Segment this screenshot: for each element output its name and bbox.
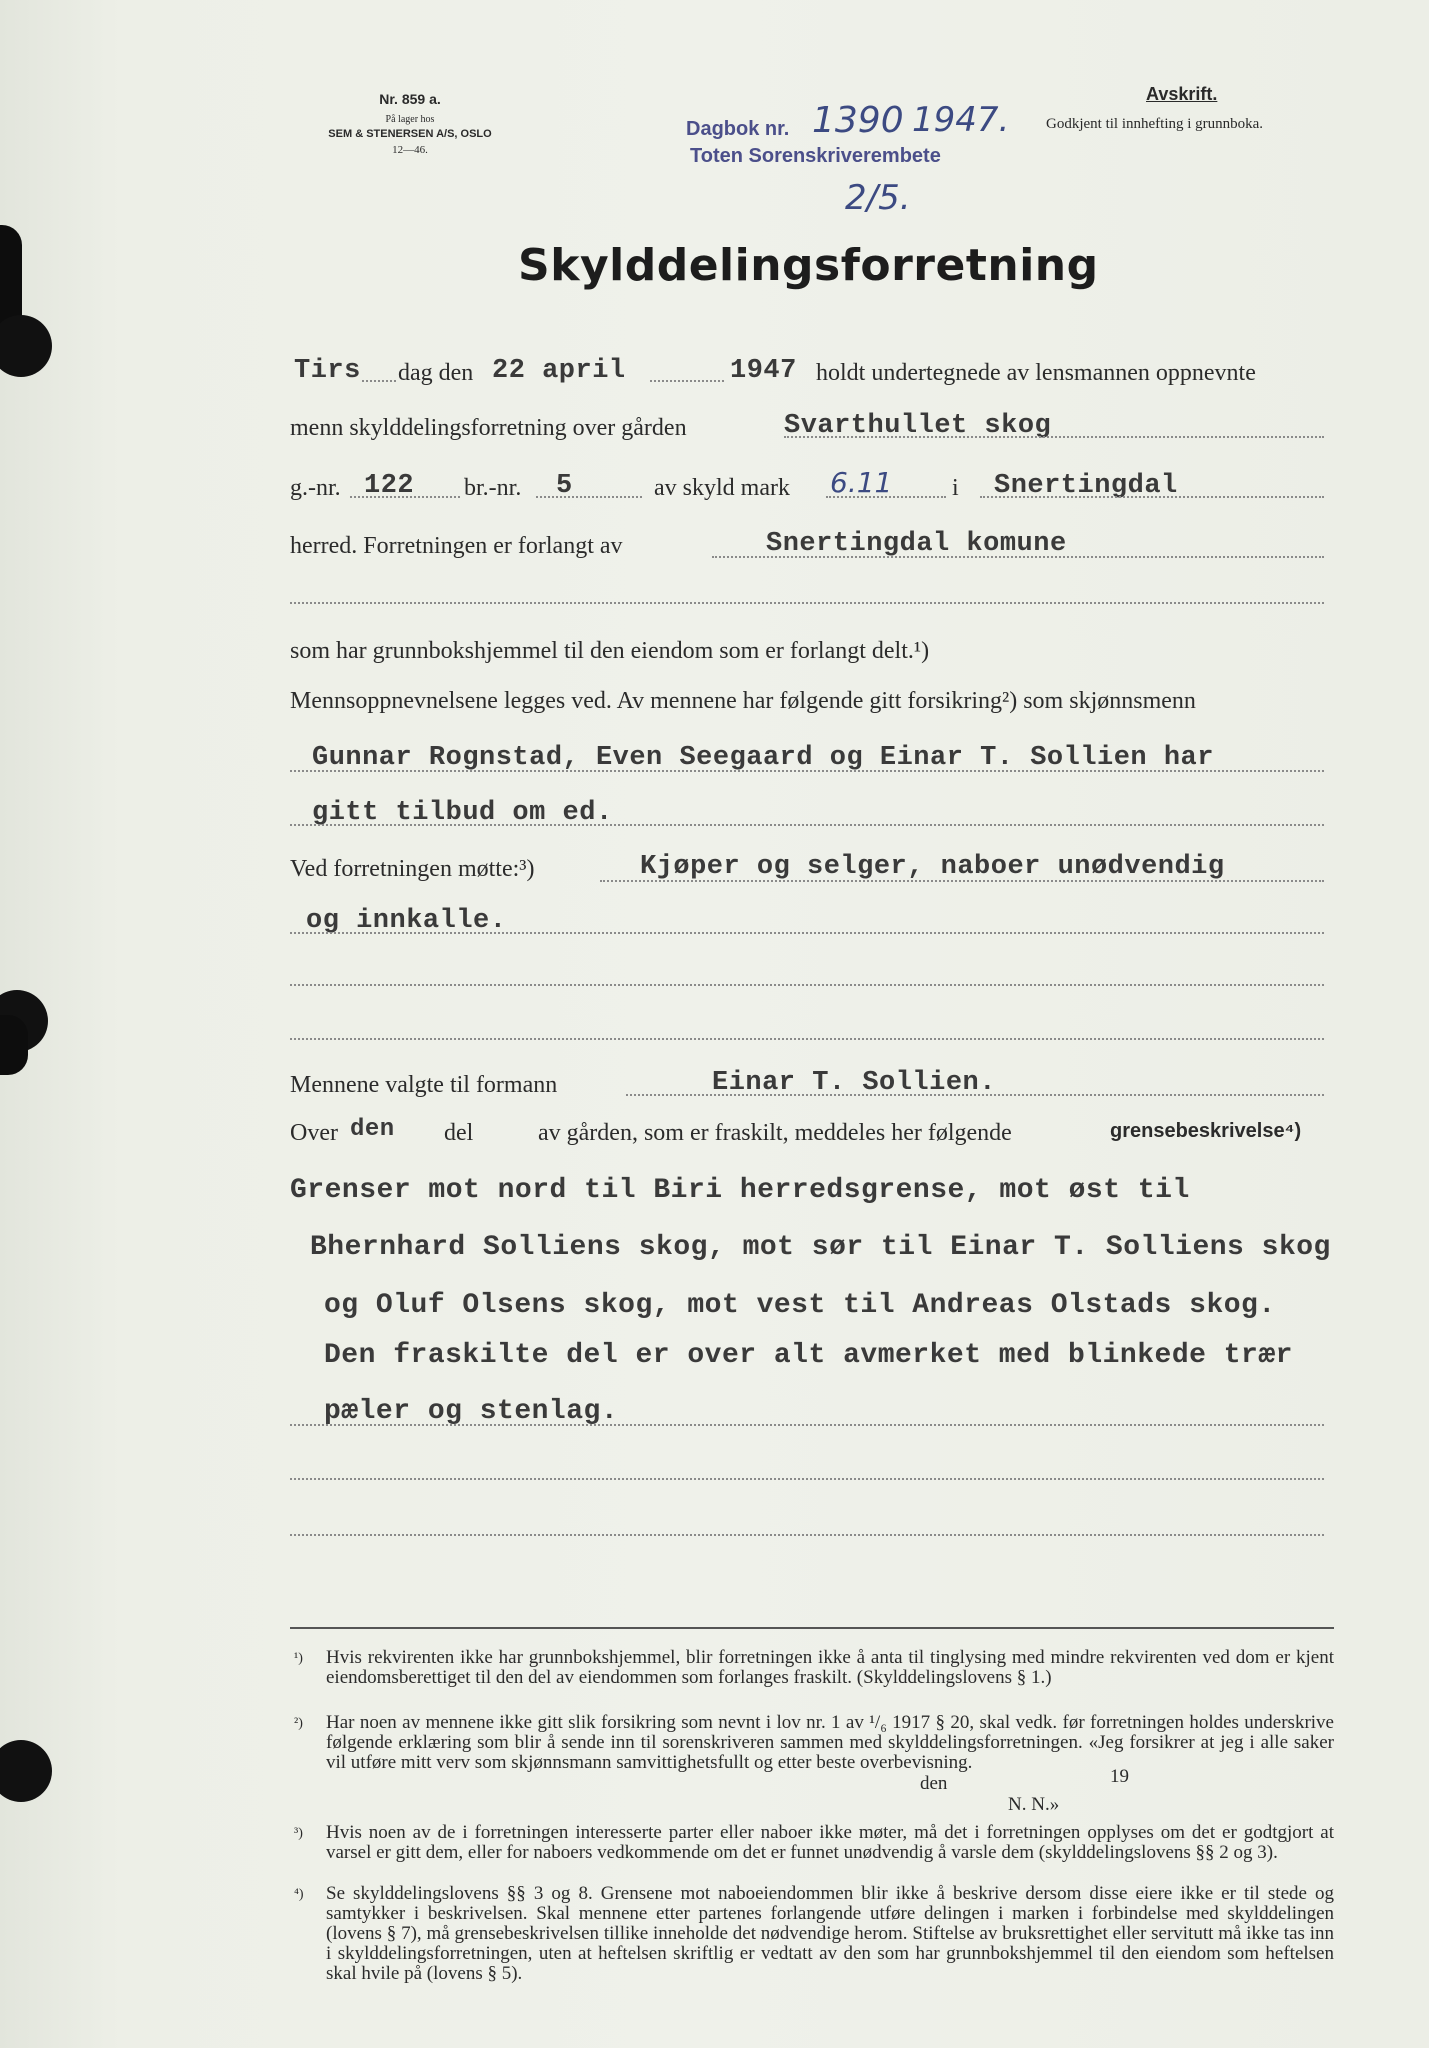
date-value: 22 april	[492, 356, 626, 386]
men-line-2: gitt tilbud om ed.	[312, 798, 613, 828]
label-formann: Mennene valgte til formann	[290, 1072, 558, 1098]
label-ved-forretningen: Ved forretningen møtte:³)	[290, 856, 535, 882]
dotted-line	[290, 602, 1324, 604]
label-skyld: av skyld mark	[654, 475, 790, 501]
form-number: Nr. 859 a.	[379, 91, 441, 107]
publisher-name: SEM & STENERSEN A/S, OSLO	[328, 128, 492, 140]
label-i: i	[952, 475, 959, 501]
label-gnr: g.-nr.	[290, 475, 341, 501]
text-mennsoppnevnelse: Mennsoppnevnelsene legges ved. Av mennene har følgende gitt forsikring²) som skjønnsmenn	[290, 688, 1196, 714]
footnote-2-number: ²)	[294, 1716, 303, 1731]
dotted-line	[290, 932, 1324, 934]
footnote-1: Hvis rekvirenten ikke har grunnbokshjemmel, blir forretningen ikke å anta til tinglysing med mindre rekvirenten ved dom er kjent eiendomsberettiget til den del av eiendommen som forlanges fraskilt. (Skylddelingslovens § 1.)	[326, 1647, 1334, 1688]
dagbok-year: 1947.	[912, 100, 1010, 140]
dotted-line	[784, 436, 1324, 438]
dagbok-stamp-label: Dagbok nr.	[686, 118, 790, 140]
dotted-line	[290, 1478, 1324, 1480]
punch-hole-top	[0, 315, 52, 377]
present-line-1: Kjøper og selger, naboer unødvendig	[640, 852, 1225, 882]
page-title: Skylddelingsforretning	[518, 240, 1099, 291]
avskrift-label: Avskrift.	[1146, 84, 1218, 104]
publisher-line: På lager hos	[385, 114, 435, 125]
dotted-line	[600, 880, 1324, 882]
office-stamp: Toten Sorenskriverembete	[690, 145, 941, 167]
dotted-line	[650, 380, 724, 382]
dotted-line	[290, 1534, 1324, 1536]
label-grensebeskrivelse: grensebeskrivelse⁴)	[1110, 1120, 1302, 1142]
year-value: 1947	[730, 356, 797, 386]
boundary-line-2: Bhernhard Solliens skog, mot sør til Einar T. Solliens skog	[310, 1232, 1331, 1263]
boundary-line-5: pæler og stenlag.	[324, 1396, 619, 1427]
dotted-line	[980, 496, 1324, 498]
brnr-value: 5	[556, 471, 573, 501]
dotted-line	[536, 496, 642, 498]
dotted-line	[290, 984, 1324, 986]
boundary-line-3: og Oluf Olsens skog, mot vest til Andreas Olstads skog.	[324, 1290, 1276, 1321]
dotted-line	[290, 1424, 1324, 1426]
dotted-line	[350, 496, 460, 498]
footnote-2-signature: N. N.»	[1008, 1794, 1060, 1815]
label-av-garden: av gården, som er fraskilt, meddeles her følgende	[538, 1120, 1012, 1146]
dotted-line	[362, 380, 396, 382]
footnote-1-number: ¹)	[294, 1651, 303, 1666]
footnote-3-number: ³)	[294, 1826, 303, 1841]
handwritten-date: 2/5.	[845, 178, 911, 218]
godkjent-note: Godkjent til innhefting i grunnboka.	[1046, 116, 1264, 132]
scan-edge	[0, 1015, 28, 1075]
label-over: Over	[290, 1120, 338, 1146]
punch-hole-bottom	[0, 1740, 52, 1802]
footnote-4-number: ⁴)	[294, 1887, 304, 1902]
weekday-value: Tirs	[294, 356, 361, 386]
label-dag-den: dag den	[398, 360, 474, 386]
chairman-value: Einar T. Sollien.	[712, 1068, 996, 1098]
farm-value: Svarthullet skog	[784, 411, 1052, 441]
municipality-value: Snertingdal	[994, 471, 1178, 501]
den-value: den	[350, 1116, 395, 1143]
dotted-line	[826, 496, 946, 498]
dotted-line	[290, 824, 1324, 826]
label-del: del	[444, 1120, 474, 1146]
dotted-line	[712, 556, 1324, 558]
dotted-line	[290, 770, 1324, 772]
footnote-4: Se skylddelingslovens §§ 3 og 8. Grensene mot naboeiendommen blir ikke å beskrive dersom disse eiere ikke er til stede og samtykker i beskrivelsen. Skal mennene etter partenes forlangende utføre delingen i marken i forbindelse med skylddelingen (lovens § 7), må grensebeskrivelsen tillike inneholde det nødvendige herom. Stiftelse av bruksrettighet eller servitutt må ikke tas inn i skylddelingsforretningen, uten at heftelsen skriftlig er vedtatt av den som har grunnbokshjemmel til den eiendom som heftelsen skal hvile på (lovens § 5).	[326, 1883, 1334, 1984]
footnote-2-den: den	[920, 1773, 948, 1794]
dotted-line	[626, 1094, 1324, 1096]
label-menn: menn skylddelingsforretning over gården	[290, 415, 687, 441]
gnr-value: 122	[364, 471, 415, 501]
dagbok-number: 1390	[812, 100, 904, 141]
present-line-2: og innkalle.	[306, 906, 507, 936]
footnote-2: Har noen av mennene ikke gitt slik forsikring som nevnt i lov nr. 1 av ¹/₆ 1917 § 20, skal vedk. før forretningen holdes underskrive følgende erklæring som blir å sende inn til sorenskriveren sammen med skylddelingsforretningen. «Jeg forsikrer at jeg i alle saker vil utføre mitt verv som skjønnsmann samvittighetsfullt og etter beste overbevisning.	[326, 1712, 1334, 1773]
men-line-1: Gunnar Rognstad, Even Seegaard og Einar T. Sollien har	[312, 743, 1214, 773]
publisher-date: 12—46.	[392, 144, 428, 156]
label-holdt: holdt undertegnede av lensmannen oppnevnte	[816, 360, 1256, 386]
skyld-value: 6.11	[830, 466, 893, 499]
footnote-rule	[290, 1627, 1334, 1629]
footnote-3: Hvis noen av de i forretningen interesserte parter eller naboer ikke møter, må det i forretningen opplyses om det er godtgjort at varsel er gitt dem, eller for naboers vedkommende om det er funnet unødvendig å varsle dem (skylddelingslovens §§ 2 og 3).	[326, 1822, 1334, 1863]
label-herred: herred. Forretningen er forlangt av	[290, 533, 623, 559]
footnote-2-year: 19	[1110, 1766, 1129, 1787]
label-brnr: br.-nr.	[464, 475, 522, 501]
text-grunnbok: som har grunnbokshjemmel til den eiendom som er forlangt delt.¹)	[290, 638, 930, 664]
boundary-line-4: Den fraskilte del er over alt avmerket med blinkede trær	[324, 1340, 1293, 1371]
requester-value: Snertingdal komune	[766, 529, 1067, 559]
boundary-line-1: Grenser mot nord til Biri herredsgrense, mot øst til	[290, 1175, 1190, 1206]
dotted-line	[290, 1038, 1324, 1040]
